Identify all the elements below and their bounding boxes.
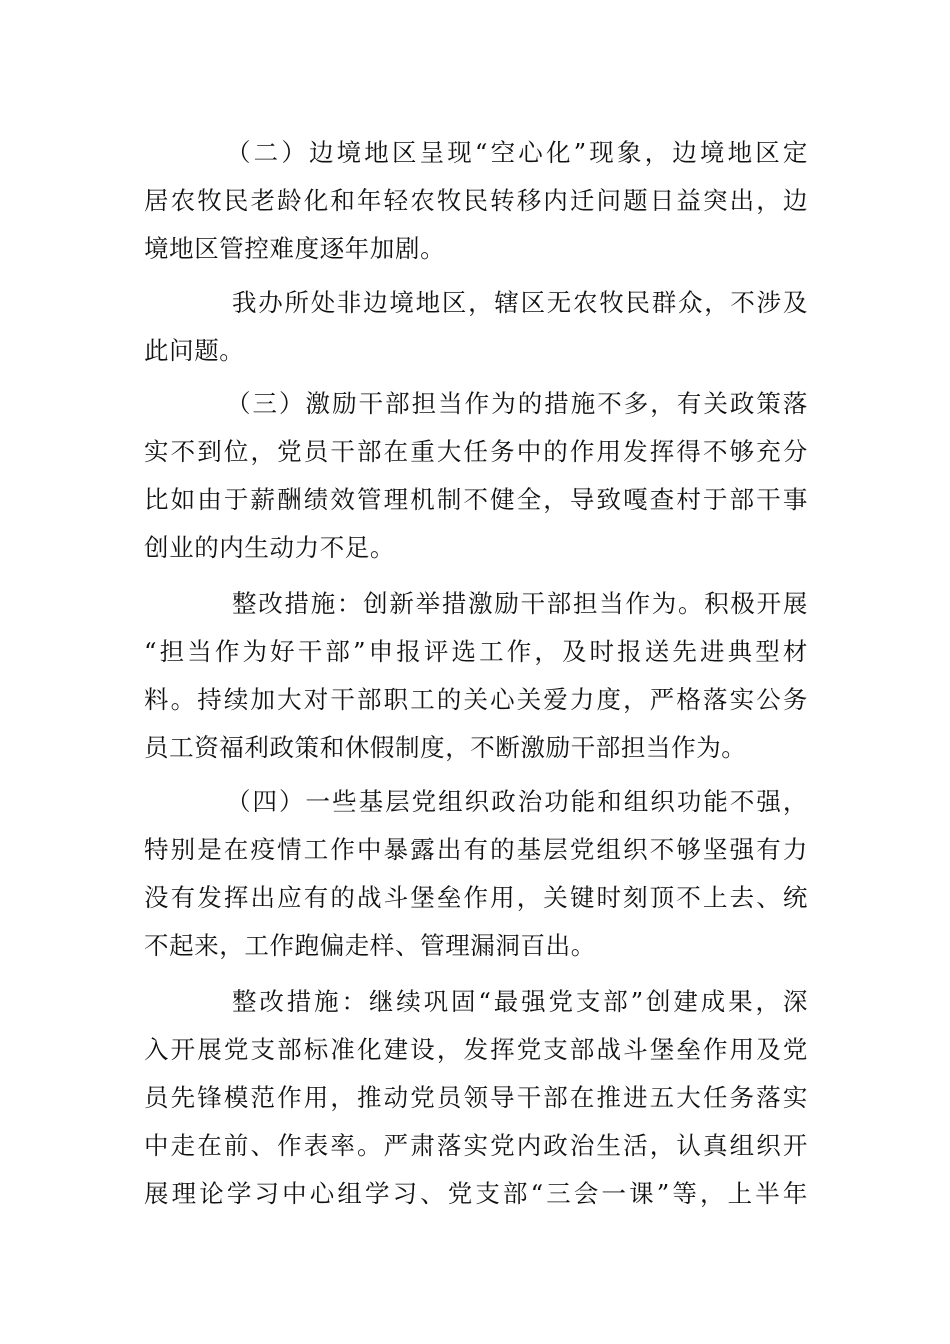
paragraph-1-line-2: 居农牧民老龄化和年轻农牧民转移内迁问题日益突出，边 (144, 186, 808, 215)
paragraph-4-line-2: “担当作为好干部”申报评选工作，及时报送先进典型材 (144, 637, 808, 666)
paragraph-4-line-3: 料。持续加大对干部职工的关心关爱力度，严格落实公务 (144, 685, 808, 714)
paragraph-3-line-2: 实不到位，党员干部在重大任务中的作用发挥得不够充分 (144, 437, 808, 466)
paragraph-3-line-3: 比如由于薪酬绩效管理机制不健全，导致嘎查村于部干事 (144, 485, 808, 514)
paragraph-5-line-4: 不起来，工作跑偏走样、管理漏洞百出。 (144, 931, 596, 960)
paragraph-4-line-4: 员工资福利政策和休假制度，不断激励干部担当作为。 (144, 733, 747, 762)
paragraph-5-line-3: 没有发挥出应有的战斗堡垒作用，关键时刻顶不上去、统 (144, 883, 808, 912)
paragraph-2-line-1: 我办所处非边境地区，辖区无农牧民群众，不涉及 (232, 288, 808, 317)
paragraph-6-line-1: 整改措施：继续巩固“最强党支部”创建成果，深 (232, 987, 808, 1016)
paragraph-5-line-2: 特别是在疫情工作中暴露出有的基层党组织不够坚强有力 (144, 835, 808, 864)
paragraph-6-line-2: 入开展党支部标准化建设，发挥党支部战斗堡垒作用及党 (144, 1035, 808, 1064)
paragraph-3-line-1: （三）激励干部担当作为的措施不多，有关政策落 (226, 389, 808, 418)
paragraph-5-line-1: （四）一些基层党组织政治功能和组织功能不强， (226, 787, 808, 816)
paragraph-6-line-5: 展理论学习中心组学习、党支部“三会一课”等，上半年 (144, 1179, 808, 1208)
paragraph-3-line-4: 创业的内生动力不足。 (144, 533, 395, 562)
paragraph-1-line-3: 境地区管控难度逐年加剧。 (144, 234, 446, 263)
paragraph-6-line-4: 中走在前、作表率。严肃落实党内政治生活，认真组织开 (144, 1131, 808, 1160)
paragraph-2-line-2: 此问题。 (144, 336, 245, 365)
paragraph-4-line-1: 整改措施：创新举措激励干部担当作为。积极开展 (232, 589, 808, 618)
paragraph-6-line-3: 员先锋模范作用，推动党员领导干部在推进五大任务落实 (144, 1083, 808, 1112)
paragraph-1-line-1: （二）边境地区呈现“空心化”现象，边境地区定 (226, 138, 808, 167)
